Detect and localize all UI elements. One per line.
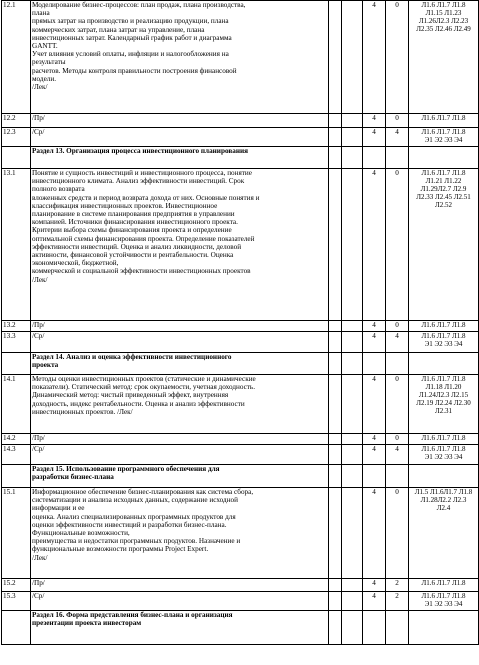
section-number-cell [2,353,31,375]
description-line: компанией. Источники финансирования инвестиционного проекта. [32,218,238,227]
empty-cell [363,611,386,645]
literature-line: Л1.24Л2.3 Л2.15 [418,391,469,400]
literature-cell [409,1,479,114]
description-line: результаты [32,58,66,67]
section-row [2,353,479,375]
hours-cell: 4 [363,375,386,434]
hours-cell: 4 [363,114,386,128]
literature-line: Л1.15 Л1.23 [425,9,462,18]
literature-line: Л1.21 Л1.22 [425,177,462,186]
table-row [2,128,479,147]
empty-cell [329,147,342,169]
table-row [2,445,479,465]
section-row [2,611,479,645]
empty-cell [409,353,479,375]
row-number: 14.2 [2,434,31,445]
literature-line: Э1 Э2 Э3 Э4 [424,453,463,462]
table-row [2,114,479,128]
empty-cell [363,353,386,375]
section-title [31,147,329,169]
literature-cell [409,434,479,445]
literature-line: Л2.33 Л2.45 Л2.51 [416,193,471,202]
table-row [2,579,479,592]
empty-cell [386,611,409,645]
interactive-hours-cell: 2 [386,579,409,592]
literature-line: Л1.18 Л1.20 [425,383,462,392]
description-line: /Пр/ [32,114,45,122]
section-row [2,147,479,169]
literature-line: Л1.6 Л1.7 Л1.8 [421,592,466,600]
description-line: Функциональные возможности, [32,529,130,538]
description-line: /Пр/ [32,434,45,442]
section-title-line: Раздел 16. Форма представления бизнес-плана и организация [32,611,233,619]
literature-cell [409,445,479,465]
literature-line: Л1.28Л2.2 Л2.3 [420,496,467,505]
literature-line: Л2.35 Л2.46 Л2.49 [416,25,471,34]
description-line: /Ср/ [32,332,45,340]
description-line: Методы оценки инвестиционных проектов (статические и динамические [32,375,256,383]
hours-cell: 4 [363,1,386,114]
section-number-cell [2,147,31,169]
empty-cell [363,465,386,488]
literature-cell [409,321,479,332]
literature-cell [409,592,479,611]
interactive-hours-cell: 0 [386,114,409,128]
description-line: активности, финансовой устойчивости и рентабельности. Оценка [32,251,234,260]
table-row [2,434,479,445]
description-line: инвестиционных проектов. /Лек/ [32,407,133,416]
topic-description [31,579,329,592]
interactive-hours-cell: 4 [386,445,409,465]
literature-cell [409,488,479,579]
row-number: 15.1 [2,488,31,579]
row-number: 13.1 [2,169,31,321]
row-number: 12.3 [2,128,31,147]
literature-line: Л1.6 Л1.7 Л1.8 [421,375,466,383]
competence-cell [329,488,342,579]
section-title-line: разработки бизнес-плана [32,473,114,482]
table-row [2,488,479,579]
interactive-hours-cell: 0 [386,488,409,579]
section-title [31,465,329,488]
empty-cell [386,147,409,169]
table-row [2,1,479,114]
section-number-cell [2,611,31,645]
interactive-hours-cell: 0 [386,434,409,445]
description-line: экономической, бюджетной, [32,259,119,268]
empty-cell [363,147,386,169]
literature-line: Л1.29Л2.7 Л2.9 [420,185,467,194]
description-line: /Лек/ [32,553,48,562]
section-title-line: Раздел 15. Использование программного обеспечения для [32,465,220,473]
section-title-line: проекта [32,361,59,370]
topic-description [31,445,329,465]
description-line: Моделирование бизнес-процессов: план продаж, плана производства, [32,1,246,9]
hours-cell: 4 [363,488,386,579]
semester-cell [342,1,363,114]
literature-line: Л1.5 Л1.6Л1.7 Л1.8 [414,488,473,496]
description-line: коммерческой и социальной эффективности инвестиционных проектов [32,267,251,276]
semester-cell [342,592,363,611]
competence-cell [329,332,342,353]
description-line: Информационное обеспечение бизнес-планирования как система сбора, [32,488,254,496]
empty-cell [342,147,363,169]
row-number: 13.2 [2,321,31,332]
description-line: /Лек/ [32,83,48,92]
hours-cell: 4 [363,592,386,611]
topic-description [31,321,329,332]
competence-cell [329,128,342,147]
hours-cell: 4 [363,579,386,592]
row-number: 15.3 [2,592,31,611]
description-line: оценка. Анализ специализированных программных продуктов для [32,512,236,521]
semester-cell [342,375,363,434]
semester-cell [342,332,363,353]
empty-cell [342,353,363,375]
section-title [31,353,329,375]
table-row [2,592,479,611]
literature-line: Л1.6 Л1.7 Л1.8 [421,128,466,136]
empty-cell [386,353,409,375]
description-line: инвестиционных затрат. Календарный график работ и диаграмма [32,33,232,42]
description-line: /Пр/ [32,321,45,329]
row-number: 14.1 [2,375,31,434]
row-number: 12.1 [2,1,31,114]
description-line: Динамический метод: чистый приведенный эффект, внутренняя [32,391,229,400]
description-line: эффективности инвестиций. Оценка и анализ ликвидности, деловой [32,242,242,251]
topic-description [31,592,329,611]
description-line: доходность, индекс рентабельности. Оценка и анализ эффективности [32,399,245,408]
empty-cell [386,465,409,488]
interactive-hours-cell: 0 [386,169,409,321]
description-line: /Пр/ [32,579,45,587]
description-line: оценки эффективности инвестиций и разработки бизнес-плана. [32,520,227,529]
competence-cell [329,434,342,445]
empty-cell [342,611,363,645]
empty-cell [329,611,342,645]
table-row [2,375,479,434]
competence-cell [329,321,342,332]
topic-description [31,332,329,353]
table-row [2,169,479,321]
literature-line: Л2.4 [436,504,451,513]
curriculum-table [1,0,479,645]
literature-line: Л1.6 Л1.7 Л1.8 [421,321,466,329]
literature-line: Л2.19 Л2.24 Л2.30 [416,399,471,408]
section-title-line: Раздел 13. Организация процесса инвестиционного планирования [32,147,249,155]
semester-cell [342,579,363,592]
description-line: полного возврата [32,185,85,194]
hours-cell: 4 [363,128,386,147]
interactive-hours-cell: 4 [386,332,409,353]
semester-cell [342,169,363,321]
description-line: коммерческих затрат, плана затрат на управление, плана [32,25,205,34]
empty-cell [329,353,342,375]
topic-description [31,488,329,579]
description-line: GANTT. [32,42,58,51]
empty-cell [329,465,342,488]
empty-cell [409,147,479,169]
semester-cell [342,128,363,147]
hours-cell: 4 [363,321,386,332]
description-line: функциональные возможности программы Project Expert. [32,545,209,554]
competence-cell [329,592,342,611]
empty-cell [342,465,363,488]
description-line: /Ср/ [32,592,45,600]
competence-cell [329,114,342,128]
literature-line: Л1.6 Л1.7 Л1.8 [421,169,466,177]
competence-cell [329,375,342,434]
description-line: прямых затрат на производство и реализацию продукции, плана [32,17,229,26]
description-line: систематизации и анализа исходных данных, содержание исходной [32,496,238,505]
semester-cell [342,321,363,332]
interactive-hours-cell: 4 [386,128,409,147]
section-number-cell [2,465,31,488]
description-line: Критерии выбора схемы финансирования проекта и определение [32,226,232,235]
table-row [2,321,479,332]
literature-cell [409,169,479,321]
description-line: преимущества и недостатки программных продуктов. Назначение и [32,537,241,546]
table-row [2,332,479,353]
literature-line: Л1.6 Л1.7 Л1.8 [421,332,466,340]
description-line: плана [32,9,50,18]
description-line: /Лек/ [32,275,48,284]
description-line: /Ср/ [32,128,45,136]
semester-cell [342,488,363,579]
hours-cell: 4 [363,434,386,445]
hours-cell: 4 [363,169,386,321]
topic-description [31,434,329,445]
literature-line: Л1.26Л2.3 Л2.23 [418,17,469,26]
literature-line: Л1.6 Л1.7 Л1.8 [421,445,466,453]
description-line: инвестиционного климата. Анализ эффективности инвестиций. Срок [32,177,245,186]
literature-line: Л1.6 Л1.7 Л1.8 [421,579,466,587]
row-number: 15.2 [2,579,31,592]
description-line: /Ср/ [32,445,45,453]
topic-description [31,375,329,434]
row-number: 12.2 [2,114,31,128]
literature-cell [409,332,479,353]
description-line: модели. [32,74,57,83]
interactive-hours-cell: 0 [386,375,409,434]
description-line: планирование в системе планирования предприятия в управлении [32,210,235,219]
literature-line: Л1.6 Л1.7 Л1.8 [421,1,466,9]
section-title-line: презентации проекта инвесторам [32,619,142,628]
hours-cell: 4 [363,445,386,465]
literature-cell [409,375,479,434]
description-line: Понятие и сущность инвестиций и инвестиционного процесса, понятие [32,169,252,177]
literature-cell [409,114,479,128]
description-line: Учет влияния условий оплаты, инфляции и налогообложения на [32,50,229,59]
literature-line: Л2.52 [435,201,452,210]
description-line: информации и ее [32,504,85,513]
interactive-hours-cell: 0 [386,1,409,114]
literature-cell [409,579,479,592]
literature-line: Э1 Э2 Э3 Э4 [424,136,463,145]
description-line: расчетов. Методы контроля правильности построения финансовой [32,66,237,75]
competence-cell [329,445,342,465]
literature-line: Л1.6 Л1.7 Л1.8 [421,434,466,442]
description-line: оптимальной схемы финансирования проекта. Определение показателей [32,234,255,243]
section-row [2,465,479,488]
literature-cell [409,128,479,147]
section-title [31,611,329,645]
literature-line: Л1.6 Л1.7 Л1.8 [421,114,466,122]
topic-description [31,1,329,114]
competence-cell [329,169,342,321]
description-line: классификация инвестиционных проектов. Инвестиционное [32,201,218,210]
description-line: вложенных средств и период возврата дохода от них. Основные понятия и [32,193,260,202]
section-title-line: Раздел 14. Анализ и оценка эффективности инвестиционного [32,353,232,361]
literature-line: Э1 Э2 Э3 Э4 [424,340,463,349]
interactive-hours-cell: 2 [386,592,409,611]
semester-cell [342,445,363,465]
topic-description [31,169,329,321]
literature-line: Э1 Э2 Э3 Э4 [424,600,463,609]
topic-description [31,114,329,128]
literature-line: Л2.31 [435,407,452,416]
semester-cell [342,434,363,445]
competence-cell [329,1,342,114]
hours-cell: 4 [363,332,386,353]
row-number: 14.3 [2,445,31,465]
competence-cell [329,579,342,592]
row-number: 13.3 [2,332,31,353]
topic-description [31,128,329,147]
empty-cell [409,611,479,645]
description-line: показатели). Статический метод: срок окупаемости, учетная доходность. [32,383,256,392]
interactive-hours-cell: 0 [386,321,409,332]
semester-cell [342,114,363,128]
empty-cell [409,465,479,488]
